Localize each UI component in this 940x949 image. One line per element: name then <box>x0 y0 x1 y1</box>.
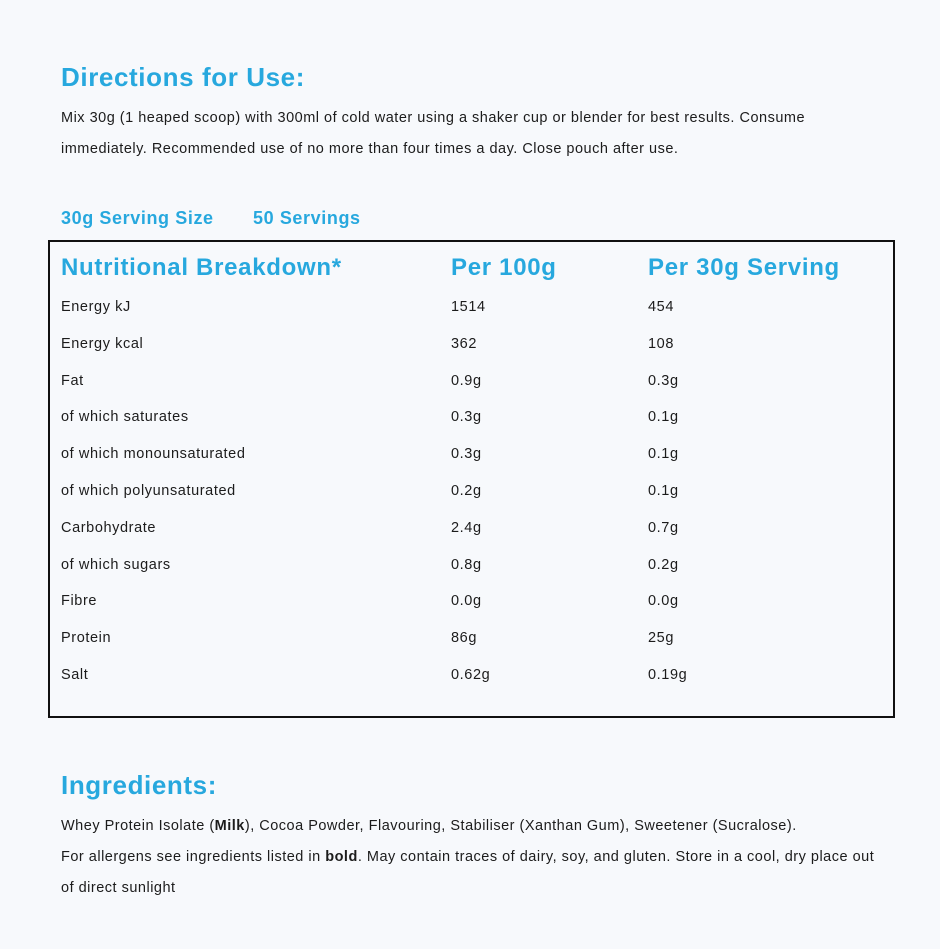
nutrient-name: Carbohydrate <box>61 519 157 536</box>
value-per-100g: 0.8g <box>451 556 482 573</box>
nutrient-name: Fat <box>61 372 84 389</box>
table-row <box>0 557 940 581</box>
nutrient-name: Salt <box>61 667 89 683</box>
value-per-100g: 2.4g <box>451 519 482 536</box>
nutrient-name: Energy kJ <box>61 299 131 315</box>
header-per-serving: Per 30g Serving <box>648 254 840 281</box>
table-row <box>0 446 940 470</box>
nutrient-name: of which polyunsaturated <box>61 483 236 499</box>
value-per-100g: 0.9g <box>451 372 482 389</box>
header-nutritional-breakdown: Nutritional Breakdown* <box>61 254 342 281</box>
allergen-bold-word: bold <box>325 849 358 865</box>
directions-line-1: Mix 30g (1 heaped scoop) with 300ml of cold water using a shaker cup or blender for best results. Consume <box>61 110 806 126</box>
nutrient-name: of which saturates <box>61 409 189 426</box>
ingredients-text <box>61 811 891 904</box>
value-per-100g: 0.2g <box>451 483 482 499</box>
table-row <box>0 483 940 507</box>
value-per-serving: 0.1g <box>648 483 679 499</box>
table-row <box>0 409 940 433</box>
value-per-100g: 0.0g <box>451 593 482 610</box>
directions-line-2: immediately. Recommended use of no more than four times a day. Close pouch after use. <box>61 141 679 157</box>
nutrient-name: of which sugars <box>61 556 171 573</box>
value-per-serving: 108 <box>648 335 674 352</box>
table-row <box>0 373 940 397</box>
ingredients-title: Ingredients: <box>61 770 217 800</box>
nutrient-name: Energy kcal <box>61 335 144 352</box>
value-per-serving: 25g <box>648 630 674 647</box>
value-per-100g: 86g <box>451 630 477 647</box>
table-row <box>0 593 940 617</box>
value-per-serving: 0.1g <box>648 409 679 426</box>
value-per-100g: 1514 <box>451 299 486 315</box>
allergen-note-start: For allergens see ingredients listed in <box>61 849 326 865</box>
value-per-100g: 0.3g <box>451 409 482 426</box>
value-per-serving: 0.19g <box>648 667 688 683</box>
header-per-100g: Per 100g <box>451 254 557 281</box>
nutrient-name: Fibre <box>61 593 98 610</box>
ingredients-list-end: ), Cocoa Powder, Flavouring, Stabiliser (Xanthan Gum), Sweetener (Sucralose). <box>244 818 797 834</box>
table-row <box>0 667 940 691</box>
value-per-100g: 362 <box>451 335 477 352</box>
table-row <box>0 520 940 544</box>
value-per-100g: 0.3g <box>451 446 482 463</box>
allergen-note-end: . May contain traces of dairy, soy, and gluten. Store in a cool, dry place out <box>357 849 875 865</box>
value-per-100g: 0.62g <box>451 667 491 683</box>
nutrient-name: of which monounsaturated <box>61 446 246 463</box>
value-per-serving: 0.1g <box>648 446 679 463</box>
table-row <box>0 336 940 360</box>
nutrient-name: Protein <box>61 630 112 647</box>
directions-text <box>61 103 881 165</box>
ingredients-list-start: Whey Protein Isolate ( <box>61 818 215 834</box>
table-row <box>0 630 940 654</box>
value-per-serving: 0.2g <box>648 556 679 573</box>
value-per-serving: 0.0g <box>648 593 679 610</box>
directions-title: Directions for Use: <box>61 62 306 92</box>
value-per-serving: 0.7g <box>648 519 679 536</box>
allergen-milk: Milk <box>214 818 245 834</box>
allergen-note-line-2: of direct sunlight <box>61 880 176 896</box>
table-row <box>0 299 940 323</box>
servings-count: 50 Servings <box>253 208 361 228</box>
value-per-serving: 0.3g <box>648 372 679 389</box>
serving-size: 30g Serving Size <box>61 208 214 228</box>
value-per-serving: 454 <box>648 299 674 315</box>
